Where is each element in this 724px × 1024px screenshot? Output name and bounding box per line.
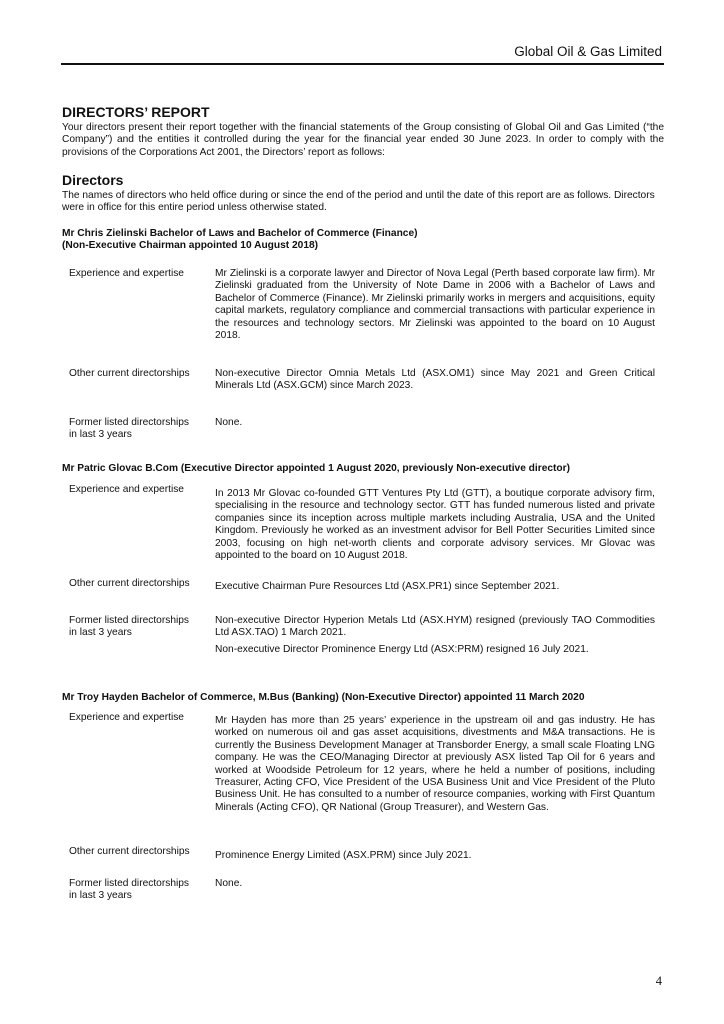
director-heading-glovac: Mr Patric Glovac B.Com (Executive Director appointed 1 August 2020, previously Non-executive director) (62, 463, 571, 474)
other-directorships-text: Prominence Energy Limited (ASX.PRM) since July 2021. (215, 850, 472, 861)
other-directorships-label: Other current directorships (69, 846, 190, 857)
experience-label: Experience and expertise (69, 712, 184, 723)
experience-text: Mr Zielinski is a corporate lawyer and Director of Nova Legal (Perth based corporate law firm). Mr Zielinski graduated from the University of Note Dame in 2006 with a Bachelor of Laws and Bachelor of Commerce (Finance). Mr Zielinski primarily works in mergers and acquisitions, equity capital markets, regulatory compliance and commercial transactions with particular experience in the resources and technology sectors. Mr Zielinski was appointed to the board on 10 August 2018. (215, 268, 655, 342)
former-label-line: Former listed directorships (69, 615, 190, 626)
company-header-title: Global Oil & Gas Limited (514, 44, 662, 59)
other-directorships-label: Other current directorships (69, 578, 190, 589)
experience-label: Experience and expertise (69, 484, 184, 495)
former-label-line: in last 3 years (69, 890, 132, 902)
header-rule (61, 63, 664, 65)
director-heading-line: (Non-Executive Chairman appointed 10 August 2018) (62, 240, 319, 252)
former-directorships-text-2: Non-executive Director Prominence Energy Ltd (ASX:PRM) resigned 16 July 2021. (215, 644, 589, 655)
other-directorships-text: Executive Chairman Pure Resources Ltd (ASX.PR1) since September 2021. (215, 581, 560, 592)
former-directorships-text: None. (215, 417, 243, 428)
former-directorships-text: None. (215, 878, 243, 889)
experience-text: In 2013 Mr Glovac co-founded GTT Ventures Pty Ltd (GTT), a boutique corporate advisory firm, specialising in the resource and technology sector. GTT has funded numerous listed and private companies since its inception across multiple markets including Australia, USA and the United Kingdom. Previously he worked as an investment advisor for Bell Potter Securities Limited since 2003, focusing on high net-worth clients and corporate advisory services. Mr Glovac was appointed to the board on 10 August 2018. (215, 488, 655, 562)
former-label-line: Former listed directorships (69, 878, 190, 889)
director-heading-line: Mr Chris Zielinski Bachelor of Laws and Bachelor of Commerce (Finance) (62, 228, 418, 239)
former-directorships-label (69, 878, 209, 903)
experience-text: Mr Hayden has more than 25 years’ experience in the upstream oil and gas industry. He has worked on numerous oil and gas asset acquisitions, divestments and M&A transactions. He is currently the Business Development Manager at Transborder Energy, a small scale Floating LNG company. He was the CEO/Managing Director at previously ASX listed Tap Oil for 6 years and worked at Woodside Petroleum for 12 years, where he held a number of positions, including Treasurer, Acting CFO, Vice President of the USA Business Unit and Vice President of the Pluto Business Unit. He has consulted to a number of resource companies, working with First Quantum Minerals (Acting CFO), QR National (Group Treasurer), and Western Gas. (215, 715, 655, 813)
report-intro-paragraph: Your directors present their report together with the financial statements of the Group consisting of Global Oil and Gas Limited (“the Company”) and the entities it controlled during the year for the financial year ended 30 June 2023. In order to comply with the provisions of the Corporations Act 2001, the Directors’ report as follows: (62, 122, 664, 158)
former-directorships-label (69, 615, 209, 640)
former-label-line: Former listed directorships (69, 417, 190, 428)
former-directorships-label (69, 417, 209, 442)
directors-intro-paragraph: The names of directors who held office during or since the end of the period and until the date of this report are as follows. Directors were in office for this entire period unless otherwise stated. (62, 190, 655, 214)
former-label-line: in last 3 years (69, 627, 132, 639)
other-directorships-label: Other current directorships (69, 368, 190, 379)
directors-section-title: Directors (62, 172, 124, 188)
report-title: DIRECTORS’ REPORT (62, 104, 210, 120)
director-heading-hayden: Mr Troy Hayden Bachelor of Commerce, M.Bus (Banking) (Non-Executive Director) appointed 11 March 2020 (62, 692, 585, 703)
director-heading-zielinski (62, 228, 664, 253)
other-directorships-text: Non-executive Director Omnia Metals Ltd (ASX.OM1) since May 2021 and Green Critical Minerals Ltd (ASX.GCM) since March 2023. (215, 368, 655, 392)
former-directorships-text: Non-executive Director Hyperion Metals Ltd (ASX.HYM) resigned (previously TAO Commodities Ltd ASX.TAO) 1 March 2021. (215, 615, 655, 639)
page-number: 4 (655, 974, 662, 988)
experience-label: Experience and expertise (69, 268, 184, 279)
former-label-line: in last 3 years (69, 429, 132, 441)
